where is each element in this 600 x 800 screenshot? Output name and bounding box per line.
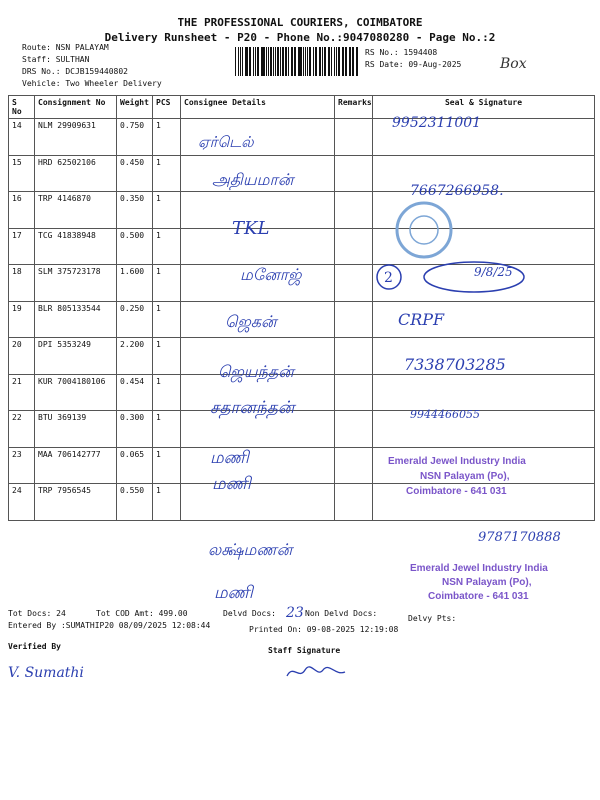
verified-by-label: Verified By (8, 642, 61, 651)
barcode-bar (319, 47, 321, 76)
barcode-bar (338, 47, 340, 76)
verifier-signature: V. Sumathi (8, 665, 84, 681)
handwritten-consignee: லக்ஷ்மணன் (208, 540, 293, 559)
handwritten-consignee: மணி (212, 474, 251, 494)
barcode-bar (253, 47, 254, 76)
barcode-bar (277, 47, 278, 76)
cell-sno: 15 (9, 155, 35, 192)
barcode-bar (266, 47, 267, 76)
barcode-bar (309, 47, 310, 76)
cell-remarks (335, 301, 373, 338)
cell-sno: 17 (9, 228, 35, 265)
barcode-bar (280, 47, 281, 76)
barcode-bar (345, 47, 346, 76)
cell-signature (373, 411, 595, 448)
handwritten-signature: CRPF (398, 310, 445, 329)
barcode-bar (270, 47, 271, 76)
barcode-bar (292, 47, 293, 76)
barcode-bar (285, 47, 286, 76)
drs-number: DRS No.: DCJB159440802 (22, 67, 128, 76)
cell-consignee (181, 447, 335, 484)
document-title: THE PROFESSIONAL COURIERS, COIMBATORE (177, 16, 423, 29)
handwritten-consignee: ஜெயந்தன் (218, 362, 294, 381)
handwritten-signature: 9787170888 (478, 530, 561, 545)
table-row (9, 374, 595, 411)
cell-remarks (335, 192, 373, 229)
cell-weight: 0.450 (117, 155, 153, 192)
company-stamp-name: Emerald Jewel Industry India (410, 563, 548, 574)
oval-signature-loop (420, 258, 528, 296)
cell-consignment: MAA 706142777 (35, 447, 117, 484)
printed-on: Printed On: 09-08-2025 12:19:08 (249, 625, 399, 634)
cell-weight: 2.200 (117, 338, 153, 375)
cell-consignment: DPI 5353249 (35, 338, 117, 375)
round-stamp (388, 198, 460, 262)
cell-consignment: HRD 62502106 (35, 155, 117, 192)
company-stamp-address: NSN Palayam (Po), (442, 577, 532, 588)
cell-sno: 16 (9, 192, 35, 229)
barcode-bar (250, 47, 251, 76)
svg-text:2: 2 (384, 270, 393, 286)
barcode-bar (305, 47, 306, 76)
cell-sno: 14 (9, 119, 35, 156)
cell-weight: 0.300 (117, 411, 153, 448)
box-note: Box (500, 56, 527, 72)
barcode-bar (268, 47, 269, 76)
cell-consignment: BLR 805133544 (35, 301, 117, 338)
route: Route: NSN PALAYAM (22, 43, 109, 52)
cell-sno: 18 (9, 265, 35, 302)
barcode-bar (328, 47, 329, 76)
cell-consignment: TRP 4146870 (35, 192, 117, 229)
handwritten-signature: 9/8/25 (474, 265, 513, 279)
handwritten-signature: 9944466055 (410, 408, 480, 421)
cell-remarks (335, 265, 373, 302)
cell-sno: 21 (9, 374, 35, 411)
cell-weight: 0.350 (117, 192, 153, 229)
cell-pcs: 1 (153, 338, 181, 375)
staff: Staff: SULTHAN (22, 55, 90, 64)
company-stamp-name: Emerald Jewel Industry India (388, 456, 526, 467)
barcode-bar (262, 47, 264, 76)
barcode-bar (238, 47, 239, 76)
rs-date: RS Date: 09-Aug-2025 (365, 60, 462, 69)
barcode-bar (291, 47, 292, 76)
table-row (9, 338, 595, 375)
staff-signature-scribble (283, 660, 353, 684)
cell-remarks (335, 484, 373, 521)
barcode-bar (245, 47, 247, 76)
rs-number: RS No.: 1594408 (365, 48, 438, 57)
delivered-docs: Delvd Docs: (223, 609, 276, 618)
cell-pcs: 1 (153, 192, 181, 229)
barcode-bar (307, 47, 308, 76)
table-row (9, 301, 595, 338)
vehicle: Vehicle: Two Wheeler Delivery (22, 79, 162, 88)
barcode-bar (336, 47, 337, 76)
cell-consignment: TRP 7956545 (35, 484, 117, 521)
cell-remarks (335, 228, 373, 265)
barcode-bar (342, 47, 343, 76)
cell-sno: 22 (9, 411, 35, 448)
table-row (9, 192, 595, 229)
cell-pcs: 1 (153, 301, 181, 338)
column-header: PCS (153, 96, 181, 119)
staff-signature-label: Staff Signature (268, 646, 341, 655)
handwritten-consignee: ஏர்டெல் (198, 133, 254, 151)
barcode-bar (294, 47, 295, 76)
column-header: Weight (117, 96, 153, 119)
barcode-bar (288, 47, 289, 76)
cell-consignment: KUR 7004180106 (35, 374, 117, 411)
barcode-bar (334, 47, 335, 76)
barcode (235, 47, 359, 76)
delivery-points: Delvy Pts: (408, 614, 457, 623)
barcode-bar (273, 47, 274, 76)
cell-pcs: 1 (153, 374, 181, 411)
company-stamp-city: Coimbatore - 641 031 (428, 591, 529, 602)
cell-remarks (335, 338, 373, 375)
document-subtitle: Delivery Runsheet - P20 - Phone No.:9047080280 - Page No.:2 (104, 31, 496, 44)
cell-weight: 0.750 (117, 119, 153, 156)
column-header: Seal & Signature (373, 96, 595, 119)
handwritten-signature: 9952311001 (392, 115, 482, 131)
cell-remarks (335, 374, 373, 411)
cell-sno: 20 (9, 338, 35, 375)
cell-remarks (335, 411, 373, 448)
cell-pcs: 1 (153, 447, 181, 484)
table-row (9, 155, 595, 192)
barcode-bar (349, 47, 350, 76)
table-row (9, 119, 595, 156)
column-header: S No (9, 96, 35, 119)
barcode-bar (257, 47, 258, 76)
circled-number (374, 262, 404, 292)
column-header: Consignment No (35, 96, 117, 119)
cell-pcs: 1 (153, 155, 181, 192)
barcode-bar (235, 47, 236, 76)
cell-sno: 19 (9, 301, 35, 338)
barcode-bar (282, 47, 284, 76)
barcode-bar (352, 47, 353, 76)
total-cod-amount: Tot COD Amt: 499.00 (96, 609, 188, 618)
barcode-bar (249, 47, 250, 76)
handwritten-consignee: அதியமான் (212, 170, 294, 189)
cell-remarks (335, 447, 373, 484)
barcode-bar (240, 47, 241, 76)
barcode-bar (346, 47, 347, 76)
table-header-row (9, 96, 595, 119)
cell-consignment: TCG 41838948 (35, 228, 117, 265)
handwritten-consignee: மணி (214, 583, 253, 603)
cell-pcs: 1 (153, 484, 181, 521)
column-header: Consignee Details (181, 96, 335, 119)
cell-weight: 0.550 (117, 484, 153, 521)
cell-remarks (335, 119, 373, 156)
cell-weight: 0.500 (117, 228, 153, 265)
cell-pcs: 1 (153, 228, 181, 265)
barcode-bar (329, 47, 330, 76)
cell-pcs: 1 (153, 265, 181, 302)
barcode-bar (324, 47, 325, 76)
cell-consignee (181, 484, 335, 521)
cell-sno: 24 (9, 484, 35, 521)
cell-pcs: 1 (153, 119, 181, 156)
cell-consignment: SLM 375723178 (35, 265, 117, 302)
barcode-bar (331, 47, 332, 76)
barcode-bar (353, 47, 354, 76)
cell-weight: 0.454 (117, 374, 153, 411)
cell-consignment: NLM 29909631 (35, 119, 117, 156)
cell-weight: 0.250 (117, 301, 153, 338)
barcode-bar (356, 47, 358, 76)
cell-signature (373, 374, 595, 411)
company-stamp-address: NSN Palayam (Po), (420, 471, 510, 482)
barcode-bar (299, 47, 301, 76)
barcode-bar (298, 47, 299, 76)
company-stamp-city: Coimbatore - 641 031 (406, 486, 507, 497)
cell-pcs: 1 (153, 411, 181, 448)
barcode-bar (242, 47, 243, 76)
barcode-bar (322, 47, 323, 76)
entered-by: Entered By :SUMATHIP20 08/09/2025 12:08:44 (8, 621, 211, 630)
handwritten-consignee: மனோஜ் (240, 265, 302, 284)
barcode-bar (315, 47, 316, 76)
total-docs: Tot Docs: 24 (8, 609, 66, 618)
non-delivered-docs: Non Delvd Docs: (305, 609, 378, 618)
handwritten-signature: 7667266958. (410, 183, 504, 199)
barcode-bar (316, 47, 317, 76)
barcode-bar (261, 47, 262, 76)
barcode-bar (275, 47, 276, 76)
handwritten-consignee: ஜெகன் (225, 312, 277, 331)
handwritten-consignee: சதானந்தன் (210, 398, 295, 418)
column-header: Remarks (335, 96, 373, 119)
cell-weight: 1.600 (117, 265, 153, 302)
table-row (9, 411, 595, 448)
cell-consignment: BTU 369139 (35, 411, 117, 448)
barcode-bar (255, 47, 256, 76)
handwritten-consignee: TKL (232, 218, 270, 239)
cell-remarks (335, 155, 373, 192)
cell-sno: 23 (9, 447, 35, 484)
delivered-count: 23 (286, 605, 304, 621)
handwritten-signature: 7338703285 (404, 355, 506, 374)
cell-weight: 0.065 (117, 447, 153, 484)
barcode-bar (313, 47, 314, 76)
barcode-bar (303, 47, 304, 76)
handwritten-consignee: மணி (210, 448, 249, 468)
